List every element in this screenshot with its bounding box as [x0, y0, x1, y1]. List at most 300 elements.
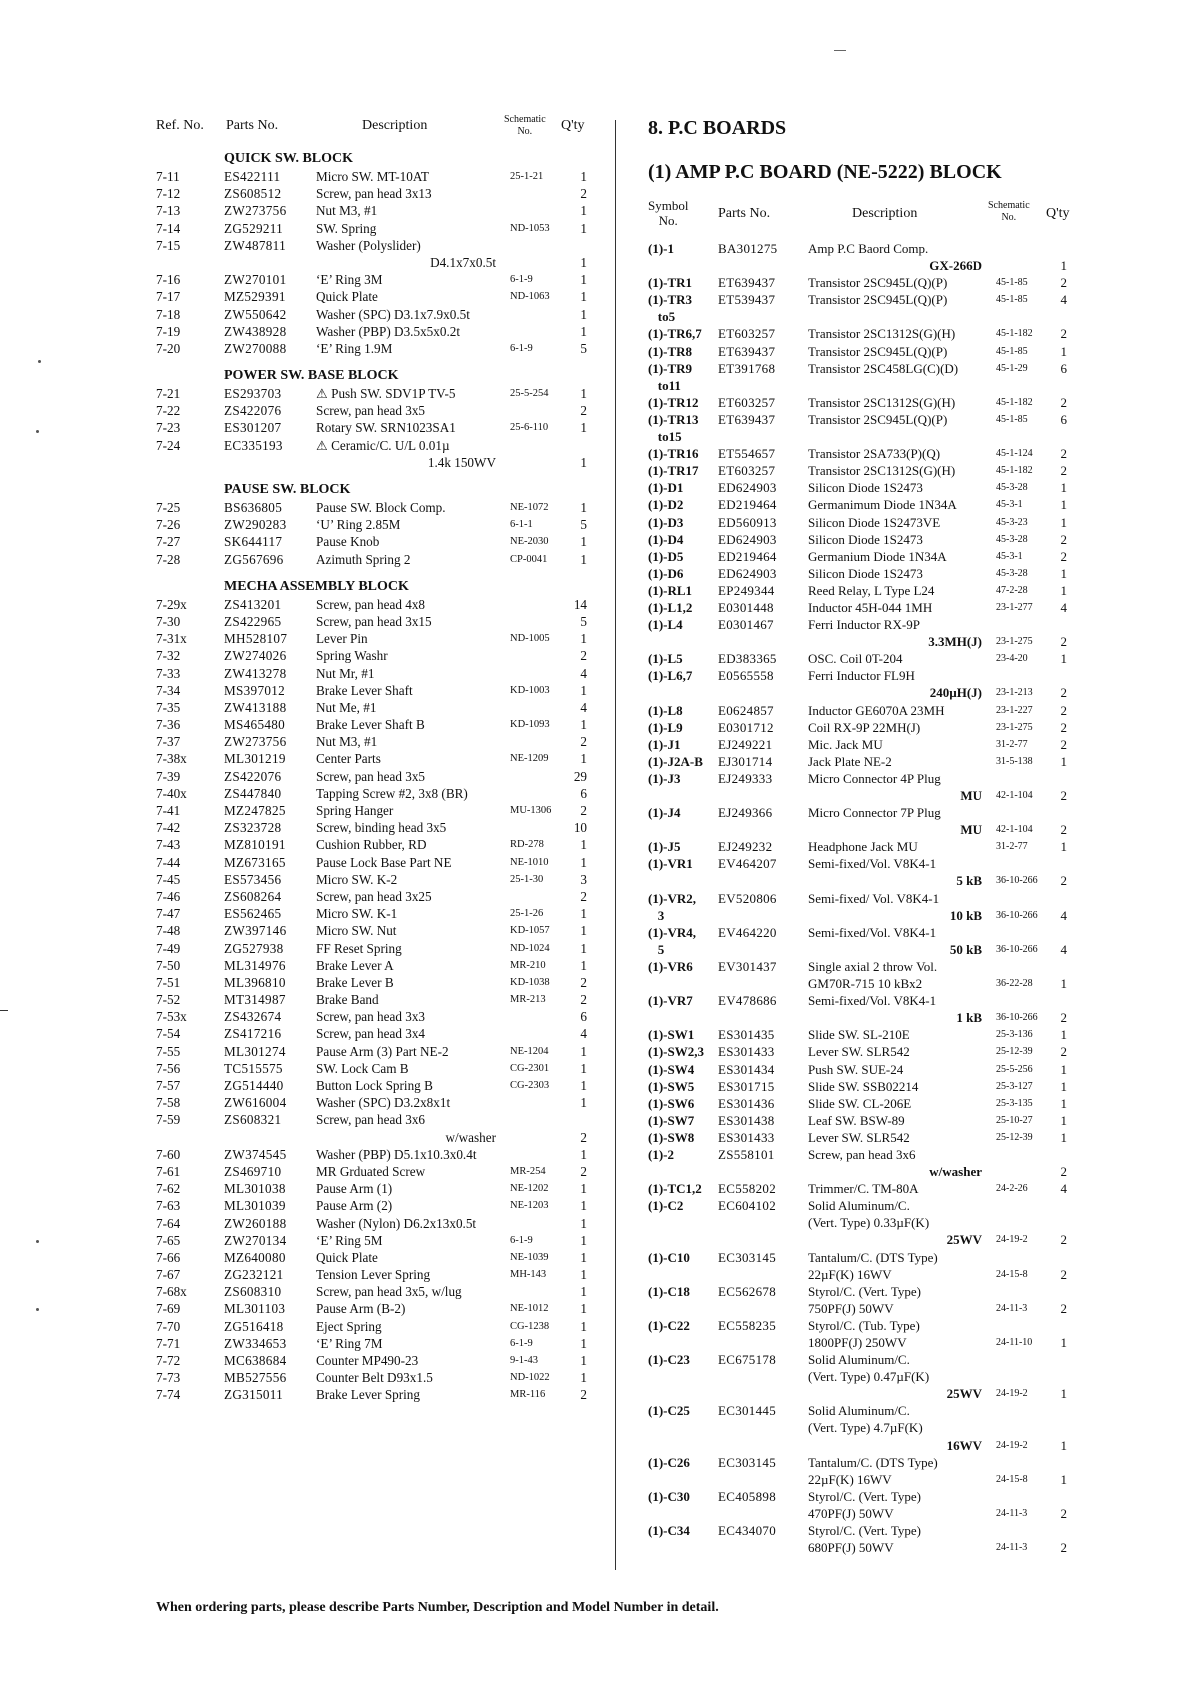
quantity: 4 — [1060, 1181, 1067, 1197]
symbol-no: (1)-TR17 — [648, 463, 699, 479]
schematic-no: 23-1-277 — [996, 601, 1033, 613]
parts-row — [156, 202, 596, 219]
symbol-no: (1)-L4 — [648, 617, 683, 633]
symbol-no: (1)-RL1 — [648, 582, 693, 598]
parts-row — [648, 1061, 1078, 1078]
quantity: 1 — [580, 1267, 587, 1283]
quantity: 1 — [1060, 1437, 1067, 1453]
quantity: 2 — [1060, 702, 1067, 718]
ref-no: 7-26 — [156, 517, 181, 533]
description: Ferri Inductor RX-9P — [808, 617, 920, 633]
quantity: 1 — [1060, 651, 1067, 667]
parts-row — [648, 907, 1078, 924]
parts-row — [156, 888, 596, 905]
symbol-no: to11 — [648, 377, 681, 393]
parts-row — [648, 838, 1078, 855]
parts-row — [648, 975, 1078, 992]
quantity: 1 — [1060, 582, 1067, 598]
description: ‘E’ Ring 3M — [316, 272, 383, 288]
schematic-no: 45-3-28 — [996, 567, 1028, 579]
quantity: 1 — [1060, 1078, 1067, 1094]
description: 22µF(K) 16WV — [808, 1471, 892, 1487]
parts-no: MZ673165 — [224, 854, 286, 870]
schematic-no: 25-1-30 — [510, 873, 544, 885]
symbol-no: (1)-L8 — [648, 702, 683, 718]
parts-row — [648, 496, 1078, 513]
symbol-no: (1)-D3 — [648, 514, 684, 530]
parts-no: ET391768 — [718, 360, 776, 376]
description: Pause Arm (1) — [316, 1181, 393, 1197]
description: Transistor 2SC1312S(G)(H) — [808, 463, 956, 479]
description: OSC. Coil 0T-204 — [808, 651, 903, 667]
quantity: 1 — [580, 272, 587, 288]
schematic-no: 25-5-256 — [996, 1063, 1033, 1075]
parts-row — [156, 551, 596, 568]
ref-no: 7-52 — [156, 992, 181, 1008]
schematic-no: 45-1-29 — [996, 362, 1028, 374]
parts-no: ZS608321 — [224, 1112, 282, 1128]
parts-row — [648, 1043, 1078, 1060]
parts-row — [648, 599, 1078, 616]
description: SW. Lock Cam B — [316, 1060, 409, 1076]
parts-row — [648, 1095, 1078, 1112]
parts-row — [648, 462, 1078, 479]
description: Micro SW. Nut — [316, 923, 397, 939]
parts-row — [648, 958, 1078, 975]
parts-row — [156, 1077, 596, 1094]
parts-row — [156, 454, 596, 471]
parts-row — [648, 633, 1078, 650]
parts-no: MS397012 — [224, 682, 286, 698]
ref-no: 7-48 — [156, 923, 181, 939]
quantity: 2 — [580, 1387, 587, 1403]
description: Reed Relay, L Type L24 — [808, 582, 935, 598]
symbol-no: (1)-TR1 — [648, 275, 693, 291]
parts-no: ZW397146 — [224, 923, 287, 939]
description-continuation: 25WV — [946, 1232, 982, 1248]
ref-no: 7-54 — [156, 1026, 181, 1042]
parts-no: ES422111 — [224, 169, 281, 184]
parts-row — [156, 516, 596, 533]
schematic-no: KD-1003 — [510, 684, 550, 696]
description: Washer (Nylon) D6.2x13x0.5t — [316, 1215, 477, 1231]
parts-no: ML301219 — [224, 751, 286, 767]
schematic-no: CP-0041 — [510, 553, 548, 565]
description: Nut M3, #1 — [316, 734, 378, 750]
description-continuation: 3.3MH(J) — [928, 634, 982, 650]
parts-no: MZ247825 — [224, 803, 286, 818]
parts-no: ES301433 — [718, 1044, 775, 1060]
description: ‘E’ Ring 7M — [316, 1335, 383, 1351]
description: ⚠ Push SW. SDV1P TV-5 — [316, 386, 456, 402]
parts-row — [648, 1266, 1078, 1283]
parts-row — [156, 1043, 596, 1060]
description: Inductor GE6070A 23MH — [808, 702, 945, 718]
quantity: 1 — [1060, 480, 1067, 496]
description: Transistor 2SC1312S(G)(H) — [808, 394, 956, 410]
parts-no: EJ249333 — [718, 770, 773, 786]
parts-row — [156, 802, 596, 819]
ref-no: 7-43 — [156, 837, 181, 853]
schematic-no: ND-1053 — [510, 222, 550, 234]
quantity: 2 — [1060, 275, 1067, 291]
schematic-no: ND-1063 — [510, 291, 550, 303]
parts-row — [648, 394, 1078, 411]
schematic-no: 9-1-43 — [510, 1355, 538, 1366]
parts-no: ZS422076 — [224, 403, 282, 419]
quantity: 2 — [1060, 446, 1067, 462]
parts-no: MZ529391 — [224, 289, 286, 305]
parts-row — [156, 1335, 596, 1352]
parts-row — [648, 736, 1078, 753]
parts-no: ZG567696 — [224, 551, 284, 567]
parts-no: ZW290283 — [224, 517, 287, 533]
symbol-no: (1)-C26 — [648, 1454, 690, 1470]
symbol-no: (1)-C23 — [648, 1352, 690, 1368]
symbol-no: (1)-1 — [648, 241, 674, 256]
parts-row — [648, 360, 1078, 377]
quantity: 2 — [1060, 719, 1067, 735]
parts-no: ZG315011 — [224, 1387, 284, 1403]
quantity: 1 — [580, 1181, 587, 1197]
schematic-no: 36-22-28 — [996, 978, 1033, 990]
description: Pause SW. Block Comp. — [316, 500, 446, 515]
quantity: 4 — [580, 699, 587, 715]
schematic-no: MR-254 — [510, 1165, 546, 1177]
schematic-no: NE-1203 — [510, 1200, 549, 1212]
parts-no: EC675178 — [718, 1352, 777, 1368]
quantity: 4 — [1060, 599, 1067, 615]
parts-row — [648, 1402, 1078, 1419]
quantity: 4 — [580, 665, 587, 681]
parts-row — [156, 957, 596, 974]
parts-no: ED624903 — [718, 531, 777, 547]
parts-no: ML301103 — [224, 1301, 286, 1317]
quantity: 1 — [1060, 565, 1067, 581]
schematic-no: MH-143 — [510, 1269, 547, 1281]
quantity: 6 — [1060, 360, 1067, 376]
quantity: 6 — [580, 1009, 587, 1025]
schematic-no: 25-12-39 — [996, 1131, 1033, 1143]
description: MR Grduated Screw — [316, 1163, 426, 1179]
description: Transistor 2SA733(P)(Q) — [808, 446, 941, 462]
ref-no: 7-23 — [156, 420, 181, 436]
symbol-no: (1)-SW4 — [648, 1061, 695, 1077]
schematic-no: MR-210 — [510, 959, 546, 971]
parts-row — [156, 1232, 596, 1249]
parts-row — [648, 343, 1078, 360]
symbol-no: (1)-D5 — [648, 548, 684, 564]
parts-no: EV478686 — [718, 993, 777, 1009]
parts-row — [648, 479, 1078, 496]
ref-no: 7-19 — [156, 323, 181, 339]
description: Screw, pan head 3x25 — [316, 888, 432, 904]
description: Leaf SW. BSW-89 — [808, 1112, 905, 1128]
parts-row — [648, 1488, 1078, 1505]
schematic-no: 45-1-182 — [996, 396, 1033, 408]
description-continuation: w/washer — [445, 1129, 496, 1145]
schematic-no: 36-10-266 — [996, 943, 1038, 955]
symbol-no: (1)-2 — [648, 1146, 674, 1162]
schematic-no: 6-1-9 — [510, 274, 533, 286]
symbol-no: (1)-C25 — [648, 1403, 690, 1419]
description-continuation: 16WV — [946, 1437, 982, 1453]
quantity: 1 — [1060, 1335, 1067, 1350]
parts-no: MB527556 — [224, 1370, 287, 1386]
column-divider — [615, 120, 616, 1570]
parts-row — [156, 940, 596, 957]
parts-no: EP249344 — [718, 582, 775, 598]
parts-row — [156, 271, 596, 288]
quantity: 2 — [580, 992, 587, 1008]
description: Trimmer/C. TM-80A — [808, 1181, 919, 1197]
quantity: 4 — [1060, 941, 1067, 957]
description: Screw, pan head 3x6 — [808, 1146, 916, 1162]
parts-no: ET639437 — [718, 343, 776, 359]
description: Lever Pin — [316, 631, 368, 647]
schematic-no: 24-19-2 — [996, 1234, 1028, 1246]
description: Jack Plate NE-2 — [808, 753, 892, 769]
parts-row — [156, 533, 596, 550]
parts-no: EC301445 — [718, 1403, 777, 1419]
description: Pause Arm (B-2) — [316, 1301, 406, 1317]
quantity: 29 — [573, 768, 587, 784]
quantity: 2 — [1060, 531, 1067, 547]
parts-no: ED219464 — [718, 497, 777, 513]
symbol-no: (1)-SW2,3 — [648, 1044, 704, 1060]
header-schematic-line1: Schematic — [504, 114, 546, 125]
schematic-no: NE-2030 — [510, 536, 549, 548]
description: Screw, pan head 4x8 — [316, 596, 426, 612]
parts-row — [648, 855, 1078, 872]
ref-no: 7-13 — [156, 203, 181, 219]
parts-row — [648, 719, 1078, 736]
parts-row — [156, 1060, 596, 1077]
quantity: 1 — [580, 1335, 587, 1351]
quantity: 1 — [580, 289, 587, 305]
schematic-no: 24-19-2 — [996, 1388, 1028, 1400]
parts-row — [648, 565, 1078, 582]
schematic-no: CG-2301 — [510, 1062, 550, 1074]
block-heading: PAUSE SW. BLOCK — [224, 482, 351, 497]
ref-no: 7-39 — [156, 768, 181, 784]
description: FF Reset Spring — [316, 940, 402, 956]
symbol-no: (1)-C30 — [648, 1488, 690, 1504]
symbol-no: (1)-D4 — [648, 531, 684, 547]
quantity: 4 — [580, 1026, 587, 1042]
header-schematic-line2: No. — [517, 126, 533, 137]
schematic-no: 45-1-124 — [996, 448, 1033, 460]
parts-no: ED219464 — [718, 548, 777, 564]
header-parts-no: Parts No. — [226, 118, 279, 133]
symbol-no: (1)-D2 — [648, 497, 684, 513]
parts-no: ET539437 — [718, 292, 776, 308]
parts-row — [156, 854, 596, 871]
quantity: 2 — [1060, 1044, 1067, 1060]
quantity: 1 — [1060, 1061, 1067, 1077]
parts-row — [648, 1368, 1078, 1385]
quantity: 1 — [580, 1198, 587, 1214]
parts-no: ES293703 — [224, 386, 282, 402]
parts-no: EC434070 — [718, 1523, 777, 1539]
parts-no: E0624857 — [718, 702, 774, 718]
ref-no: 7-72 — [156, 1353, 181, 1368]
description: Transistor 2SC945L(Q)(P) — [808, 275, 948, 291]
parts-row — [648, 821, 1078, 838]
description: Washer (PBP) D3.5x5x0.2t — [316, 323, 460, 339]
parts-row — [156, 699, 596, 716]
parts-no: ZW270088 — [224, 340, 287, 356]
description: Transistor 2SC945L(Q)(P) — [808, 292, 948, 308]
symbol-no: (1)-C10 — [648, 1249, 690, 1265]
parts-row — [648, 428, 1078, 445]
description: Rotary SW. SRN1023SA1 — [316, 420, 456, 436]
left-table-body — [156, 150, 596, 1404]
quantity: 1 — [580, 1370, 587, 1386]
schematic-no: MR-213 — [510, 994, 546, 1006]
section-title: 8. P.C BOARDS — [648, 117, 787, 139]
quantity: 4 — [1060, 292, 1067, 308]
description: Slide SW. SSB02214 — [808, 1078, 919, 1094]
parts-no: ZS608310 — [224, 1284, 282, 1300]
ref-no: 7-66 — [156, 1249, 181, 1265]
description: Cushion Rubber, RD — [316, 837, 427, 853]
parts-no: ES301207 — [224, 420, 282, 436]
parts-row — [648, 1334, 1078, 1351]
parts-no: ET603257 — [718, 326, 776, 342]
quantity: 2 — [1060, 1540, 1067, 1556]
header-qty: Q'ty — [561, 118, 585, 133]
parts-no: ML314976 — [224, 957, 286, 973]
parts-row — [648, 1317, 1078, 1334]
parts-no: ZW374545 — [224, 1146, 287, 1162]
parts-no: ES562465 — [224, 906, 282, 922]
description: Micro SW. MT-10AT — [316, 169, 429, 184]
parts-no: ML301039 — [224, 1198, 286, 1214]
description: 22µF(K) 16WV — [808, 1266, 892, 1282]
parts-no: E0301448 — [718, 599, 774, 615]
schematic-no: 6-1-9 — [510, 342, 533, 354]
parts-no: ET554657 — [718, 446, 776, 462]
schematic-no: CG-1238 — [510, 1320, 550, 1332]
parts-row — [156, 871, 596, 888]
ref-no: 7-63 — [156, 1198, 181, 1214]
parts-no: ZG527938 — [224, 940, 284, 956]
schematic-no: KD-1038 — [510, 976, 550, 988]
description: Brake Band — [316, 992, 379, 1008]
description-continuation: GX-266D — [929, 258, 982, 274]
description: Washer (SPC) D3.1x7.9x0.5t — [316, 306, 470, 322]
ref-no: 7-20 — [156, 340, 181, 356]
right-header-row — [648, 194, 1078, 240]
description: Counter MP490-23 — [316, 1353, 419, 1368]
schematic-no: MR-116 — [510, 1389, 546, 1401]
parts-row — [156, 437, 596, 454]
quantity: 2 — [1060, 1505, 1067, 1521]
schematic-no: NE-1072 — [510, 502, 549, 513]
ref-no: 7-17 — [156, 289, 181, 305]
parts-no: ML301038 — [224, 1181, 286, 1197]
ref-no: 7-56 — [156, 1060, 181, 1076]
parts-row — [156, 419, 596, 436]
quantity: 10 — [573, 820, 587, 836]
parts-row — [648, 667, 1078, 684]
parts-no: EJ301714 — [718, 753, 773, 769]
parts-row — [156, 1094, 596, 1111]
description: Nut M3, #1 — [316, 203, 378, 219]
description: Germanium Diode 1N34A — [808, 548, 947, 564]
quantity: 1 — [580, 169, 587, 184]
quantity: 5 — [580, 613, 587, 629]
description: Azimuth Spring 2 — [316, 551, 411, 567]
description: Solid Aluminum/C. — [808, 1403, 910, 1419]
schematic-no: 45-1-85 — [996, 345, 1028, 357]
schematic-no: 36-10-266 — [996, 909, 1038, 921]
description: (Vert. Type) 0.33µF(K) — [808, 1215, 930, 1231]
parts-no: ES301715 — [718, 1078, 775, 1094]
quantity: 1 — [580, 1284, 587, 1300]
parts-row — [648, 1283, 1078, 1300]
parts-no: ZW270134 — [224, 1232, 287, 1248]
parts-row — [156, 306, 596, 323]
description: Semi-fixed/ Vol. V8K4-1 — [808, 890, 940, 906]
parts-row — [648, 804, 1078, 821]
parts-no: E0565558 — [718, 668, 774, 684]
ref-no: 7-32 — [156, 648, 181, 664]
ref-no: 7-14 — [156, 220, 181, 236]
quantity: 2 — [1060, 1232, 1067, 1248]
description: Nut Me, #1 — [316, 699, 377, 715]
parts-no: EJ249232 — [718, 839, 773, 855]
quantity: 1 — [580, 1232, 587, 1248]
parts-no: EV520806 — [718, 890, 777, 906]
scan-dash-mark — [834, 50, 846, 51]
parts-row — [156, 1197, 596, 1214]
description: ‘U’ Ring 2.85M — [316, 517, 401, 533]
description: 680PF(J) 50WV — [808, 1540, 894, 1556]
parts-row — [156, 220, 596, 237]
parts-row — [648, 702, 1078, 719]
description: Screw, pan head 3x6 — [316, 1112, 426, 1128]
quantity: 1 — [1060, 753, 1067, 769]
quantity: 1 — [580, 906, 587, 922]
schematic-no: NE-1202 — [510, 1183, 549, 1195]
description: Center Parts — [316, 751, 381, 767]
quantity: 1 — [1060, 1386, 1067, 1402]
parts-no: E0301467 — [718, 617, 774, 633]
parts-no: BS636805 — [224, 500, 283, 515]
schematic-no: 24-11-3 — [996, 1507, 1028, 1519]
parts-row — [648, 872, 1078, 889]
schematic-no: 45-1-85 — [996, 413, 1028, 425]
parts-row — [156, 499, 596, 516]
ref-no: 7-31x — [156, 631, 187, 647]
ref-no: 7-42 — [156, 820, 181, 836]
description: Spring Washr — [316, 648, 388, 664]
schematic-no: NE-1010 — [510, 856, 549, 868]
parts-no: ZS447840 — [224, 785, 282, 801]
description: Counter Belt D93x1.5 — [316, 1370, 433, 1386]
schematic-no: ND-1005 — [510, 633, 550, 645]
quantity: 1 — [580, 386, 587, 402]
parts-no: ZS323728 — [224, 820, 282, 836]
schematic-no: 31-2-77 — [996, 738, 1028, 750]
quantity: 1 — [1060, 514, 1067, 530]
parts-no: EV464207 — [718, 856, 777, 872]
description: Brake Lever Shaft — [316, 682, 413, 698]
description: Screw, pan head 3x5 — [316, 403, 426, 419]
ref-no: 7-24 — [156, 437, 181, 453]
